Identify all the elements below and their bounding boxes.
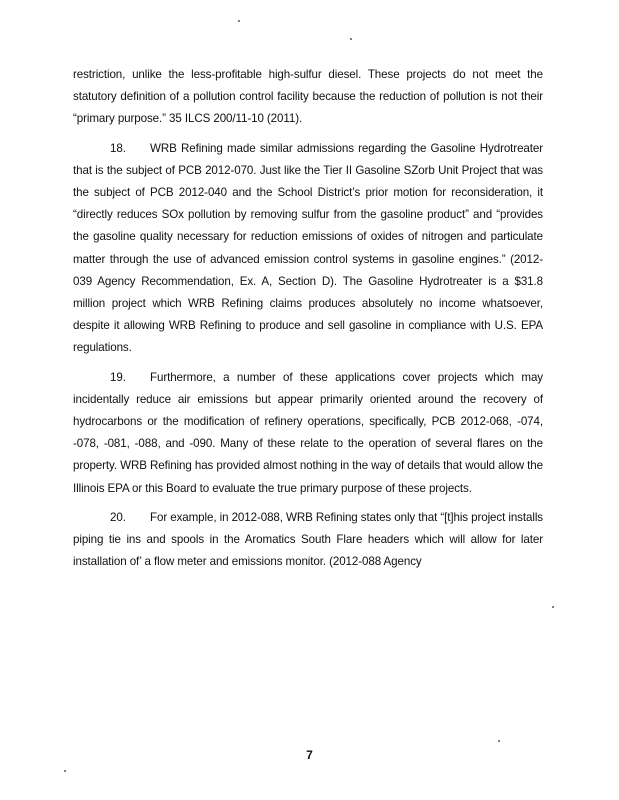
scan-speck bbox=[552, 606, 554, 608]
body-text bbox=[73, 64, 543, 580]
continuation-paragraph bbox=[73, 64, 543, 131]
scan-speck bbox=[64, 770, 66, 772]
paragraph-text: For example, in 2012-088, WRB Refining states only that “[t]his project installs piping tie ins and spools in the Aromatics South Flare headers which will allow for later installation of’ a flow meter and emissions monitor. (2012-088 Agency bbox=[73, 510, 543, 569]
paragraph-text: Furthermore, a number of these applications cover projects which may incidentally reduce air emissions but appear primarily oriented around the recovery of hydrocarbons or the modification of refinery operations, specifically, PCB 2012-068, -074, -078, -081, -088, and -090. Many of these relate to the operation of several flares on the property. WRB Refining has provided almost nothing in the way of details that would allow the Illinois EPA or this Board to evaluate the true primary purpose of these projects. bbox=[73, 370, 543, 495]
scan-speck bbox=[238, 20, 240, 22]
paragraph-number: 20. bbox=[110, 510, 126, 524]
page-number: 7 bbox=[306, 748, 313, 762]
paragraph-number: 19. bbox=[110, 370, 126, 384]
paragraph-text: WRB Refining made similar admissions regarding the Gasoline Hydrotreater that is the subject of PCB 2012-070. Just like the Tier II Gasoline SZorb Unit Project that was the subject of PCB 2012-040 and the School District’s prior motion for reconsideration, it “directly reduces SOx pollution by removing sulfur from the gasoline product” and “provides the gasoline quality necessary for reduction emissions of oxides of nitrogen and particulate matter through the use of advanced emission control systems in gasoline engines.” (2012-039 Agency Recommendation, Ex. A, Section D). The Gasoline Hydrotreater is a $31.8 million project which WRB Refining claims produces absolutely no income whatsoever, despite it allowing WRB Refining to produce and sell gasoline in compliance with U.S. EPA regulations. bbox=[73, 141, 543, 355]
paragraph-19 bbox=[73, 367, 543, 500]
scan-speck bbox=[498, 740, 500, 742]
paragraph-20 bbox=[73, 507, 543, 574]
scan-speck bbox=[350, 38, 352, 40]
paragraph-number: 18. bbox=[110, 141, 126, 155]
paragraph-18 bbox=[73, 138, 543, 360]
paragraph-text: restriction, unlike the less-profitable high-sulfur diesel. These projects do not meet the statutory definition of a pollution control facility because the reduction of pollution is not their “primary purpose.” 35 ILCS 200/11-10 (2011). bbox=[73, 68, 543, 126]
